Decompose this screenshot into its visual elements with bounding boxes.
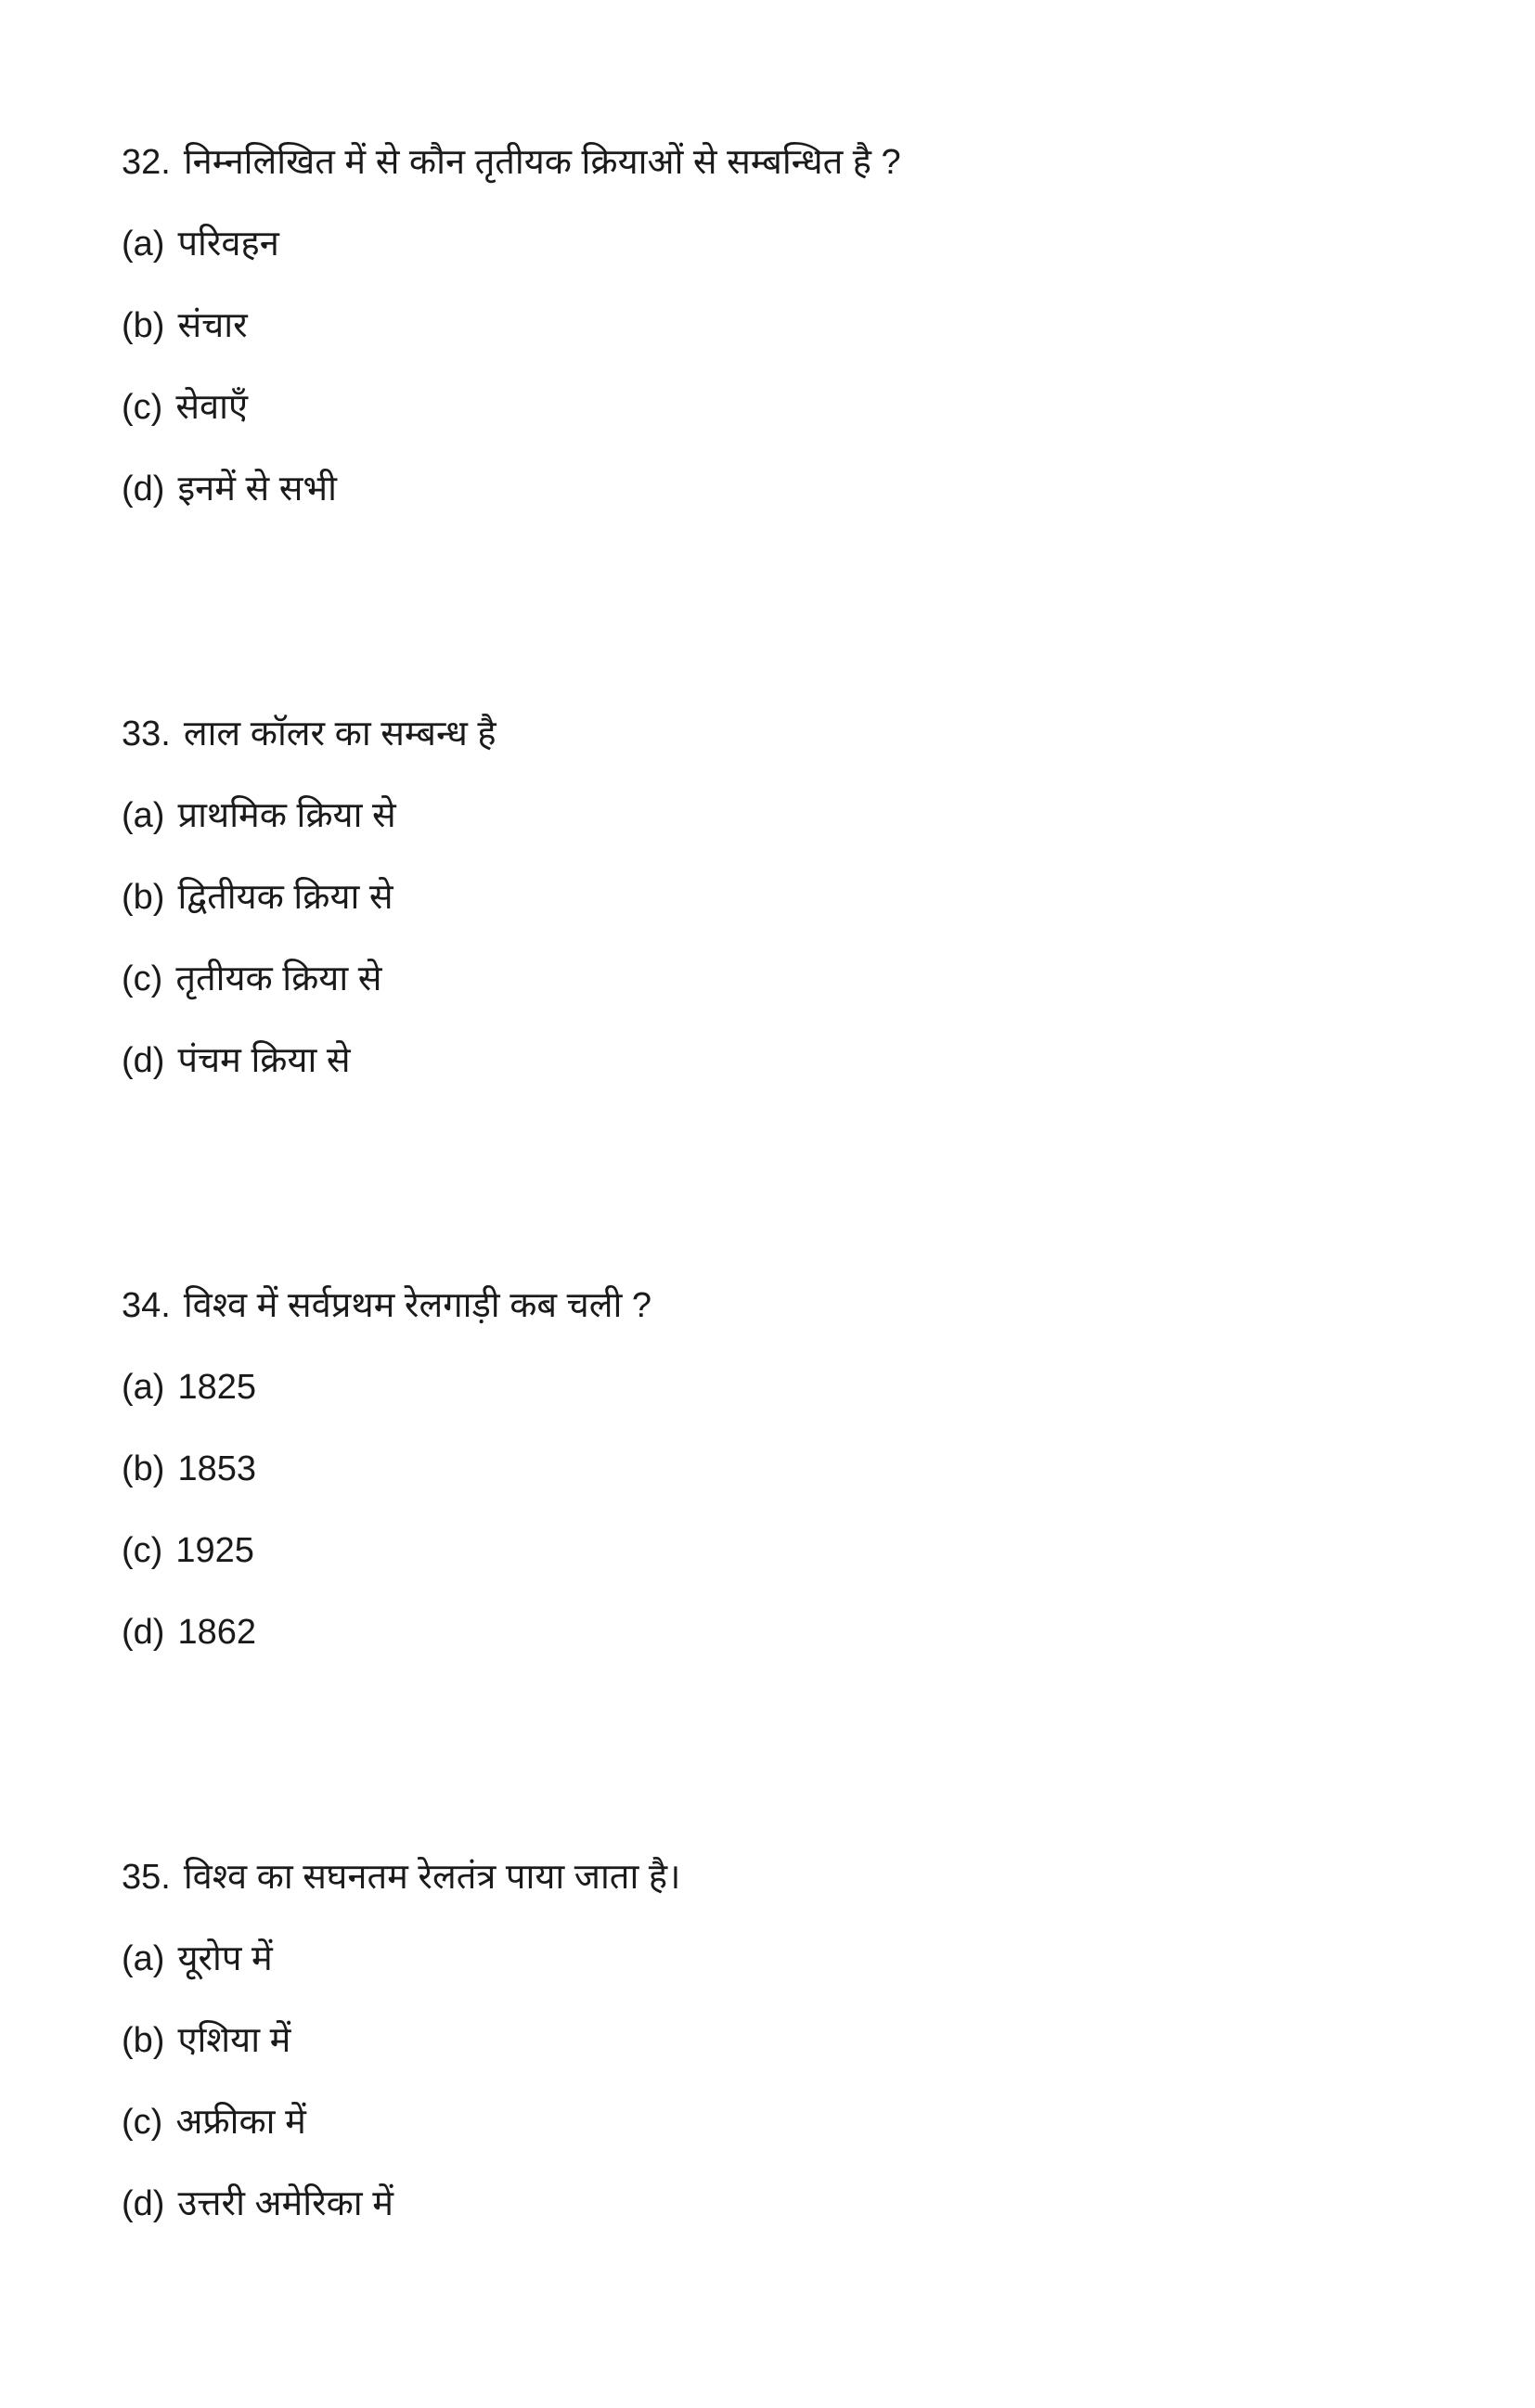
option-label: (d): [122, 1041, 165, 1080]
option-label: (c): [122, 959, 163, 998]
option-label: (a): [122, 225, 165, 264]
option-c: [122, 938, 901, 1020]
option-text: यूरोप में: [177, 1939, 273, 1978]
option-label: (a): [122, 1368, 165, 1407]
option-text: सेवाएँ: [175, 388, 248, 427]
question-33: [122, 693, 901, 1101]
option-text: 1853: [177, 1449, 256, 1488]
question-number: 33.: [122, 715, 171, 753]
option-label: (a): [122, 796, 165, 835]
option-text: प्राथमिक क्रिया से: [177, 796, 396, 835]
option-text: 1825: [177, 1368, 256, 1407]
option-a: [122, 775, 901, 856]
option-text: पंचम क्रिया से: [177, 1041, 351, 1080]
option-label: (c): [122, 388, 163, 427]
question-page: [122, 122, 901, 2408]
question-number: 32.: [122, 143, 171, 182]
option-d: [122, 2163, 901, 2245]
option-c: [122, 1510, 901, 1591]
option-text: इनमें से सभी: [177, 470, 337, 509]
option-text: संचार: [177, 306, 248, 345]
option-c: [122, 2081, 901, 2163]
option-b: [122, 2000, 901, 2081]
option-text: तृतीयक क्रिया से: [175, 959, 382, 998]
question-32: [122, 122, 901, 530]
option-label: (b): [122, 878, 165, 917]
question-number: 35.: [122, 1858, 171, 1897]
option-label: (d): [122, 2184, 165, 2223]
option-a: [122, 1918, 901, 2000]
option-text: उत्तरी अमेरिका में: [177, 2184, 393, 2223]
question-text: [122, 693, 901, 775]
option-label: (b): [122, 1449, 165, 1488]
option-b: [122, 285, 901, 367]
option-d: [122, 448, 901, 530]
question-35: [122, 1836, 901, 2245]
question-34: [122, 1265, 901, 1673]
option-c: [122, 367, 901, 448]
option-label: (b): [122, 2021, 165, 2060]
option-text: द्वितीयक क्रिया से: [177, 878, 393, 917]
option-a: [122, 1346, 901, 1428]
question-number: 34.: [122, 1286, 171, 1325]
option-label: (d): [122, 470, 165, 509]
option-text: अफ्रीका में: [175, 2103, 306, 2142]
option-label: (c): [122, 1531, 163, 1570]
question-stem: लाल कॉलर का सम्बन्ध है: [183, 715, 497, 753]
option-label: (a): [122, 1939, 165, 1978]
option-a: [122, 203, 901, 285]
question-stem: विश्व का सघनतम रेलतंत्र पाया जाता है।: [183, 1858, 681, 1897]
option-label: (c): [122, 2103, 163, 2142]
option-b: [122, 856, 901, 938]
question-text: [122, 122, 901, 203]
question-stem: विश्व में सर्वप्रथम रेलगाड़ी कब चली ?: [183, 1286, 652, 1325]
question-text: [122, 1836, 901, 1918]
option-text: एशिया में: [177, 2021, 291, 2060]
option-text: 1925: [175, 1531, 254, 1570]
option-text: 1862: [177, 1613, 256, 1652]
option-d: [122, 1020, 901, 1101]
option-label: (d): [122, 1613, 165, 1652]
question-text: [122, 1265, 901, 1346]
option-d: [122, 1591, 901, 1673]
option-b: [122, 1428, 901, 1510]
option-text: परिवहन: [177, 225, 279, 264]
question-stem: निम्नलिखित में से कौन तृतीयक क्रियाओं से सम्बन्धित है ?: [183, 143, 901, 182]
option-label: (b): [122, 306, 165, 345]
